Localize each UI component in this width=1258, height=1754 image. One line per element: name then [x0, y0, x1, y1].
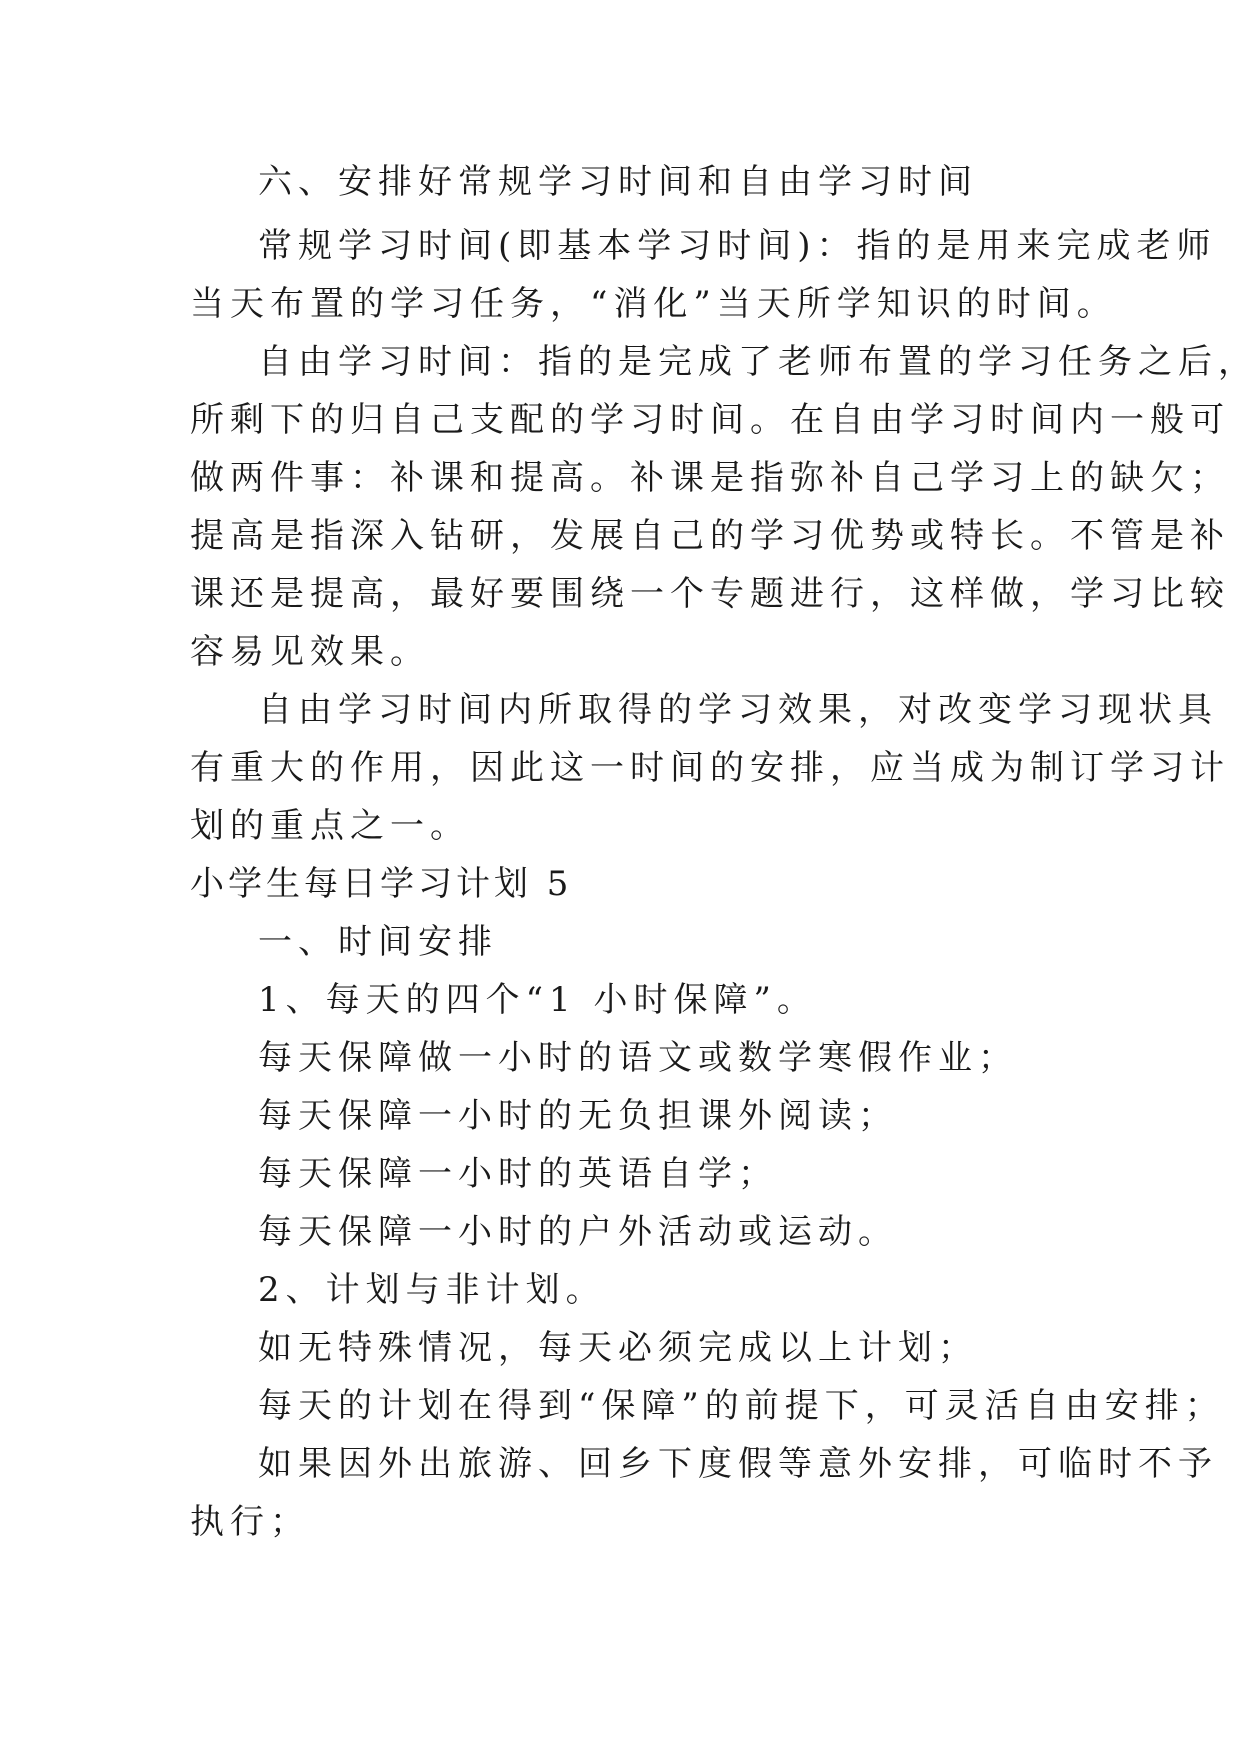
paragraph-line: 自由学习时间：指的是完成了老师布置的学习任务之后， [258, 342, 1258, 382]
list-item: 每天的计划在得到“保障”的前提下，可灵活自由安排； [258, 1386, 1225, 1426]
list-item: 每天保障一小时的英语自学； [258, 1154, 778, 1194]
list-heading: 2、计划与非计划。 [258, 1270, 606, 1310]
paragraph-line: 如果因外出旅游、回乡下度假等意外安排，可临时不予 [258, 1444, 1218, 1484]
paragraph-line: 做两件事：补课和提高。补课是指弥补自己学习上的缺欠； [190, 458, 1230, 498]
paragraph-line: 划的重点之一。 [190, 806, 470, 846]
list-item: 每天保障做一小时的语文或数学寒假作业； [258, 1038, 1018, 1078]
list-item: 每天保障一小时的户外活动或运动。 [258, 1212, 898, 1252]
section-heading: 一、时间安排 [258, 922, 498, 962]
paragraph-line: 提高是指深入钻研，发展自己的学习优势或特长。不管是补 [190, 516, 1230, 556]
document-title: 小学生每日学习计划 5 [190, 864, 573, 904]
paragraph-line: 所剩下的归自己支配的学习时间。在自由学习时间内一般可 [190, 400, 1230, 440]
paragraph-line: 常规学习时间(即基本学习时间)：指的是用来完成老师 [258, 226, 1217, 266]
list-item: 每天保障一小时的无负担课外阅读； [258, 1096, 898, 1136]
list-heading: 1、每天的四个“1 小时保障”。 [258, 980, 817, 1020]
paragraph-line: 自由学习时间内所取得的学习效果，对改变学习现状具 [258, 690, 1218, 730]
paragraph-line: 课还是提高，最好要围绕一个专题进行，这样做，学习比较 [190, 574, 1230, 614]
paragraph-line: 有重大的作用，因此这一时间的安排，应当成为制订学习计 [190, 748, 1230, 788]
list-item: 如无特殊情况，每天必须完成以上计划； [258, 1328, 978, 1368]
paragraph-line: 执行； [190, 1502, 310, 1542]
paragraph-line: 容易见效果。 [190, 632, 430, 672]
paragraph-line: 当天布置的学习任务，“消化”当天所学知识的时间。 [190, 284, 1117, 324]
section-heading: 六、安排好常规学习时间和自由学习时间 [258, 162, 978, 202]
